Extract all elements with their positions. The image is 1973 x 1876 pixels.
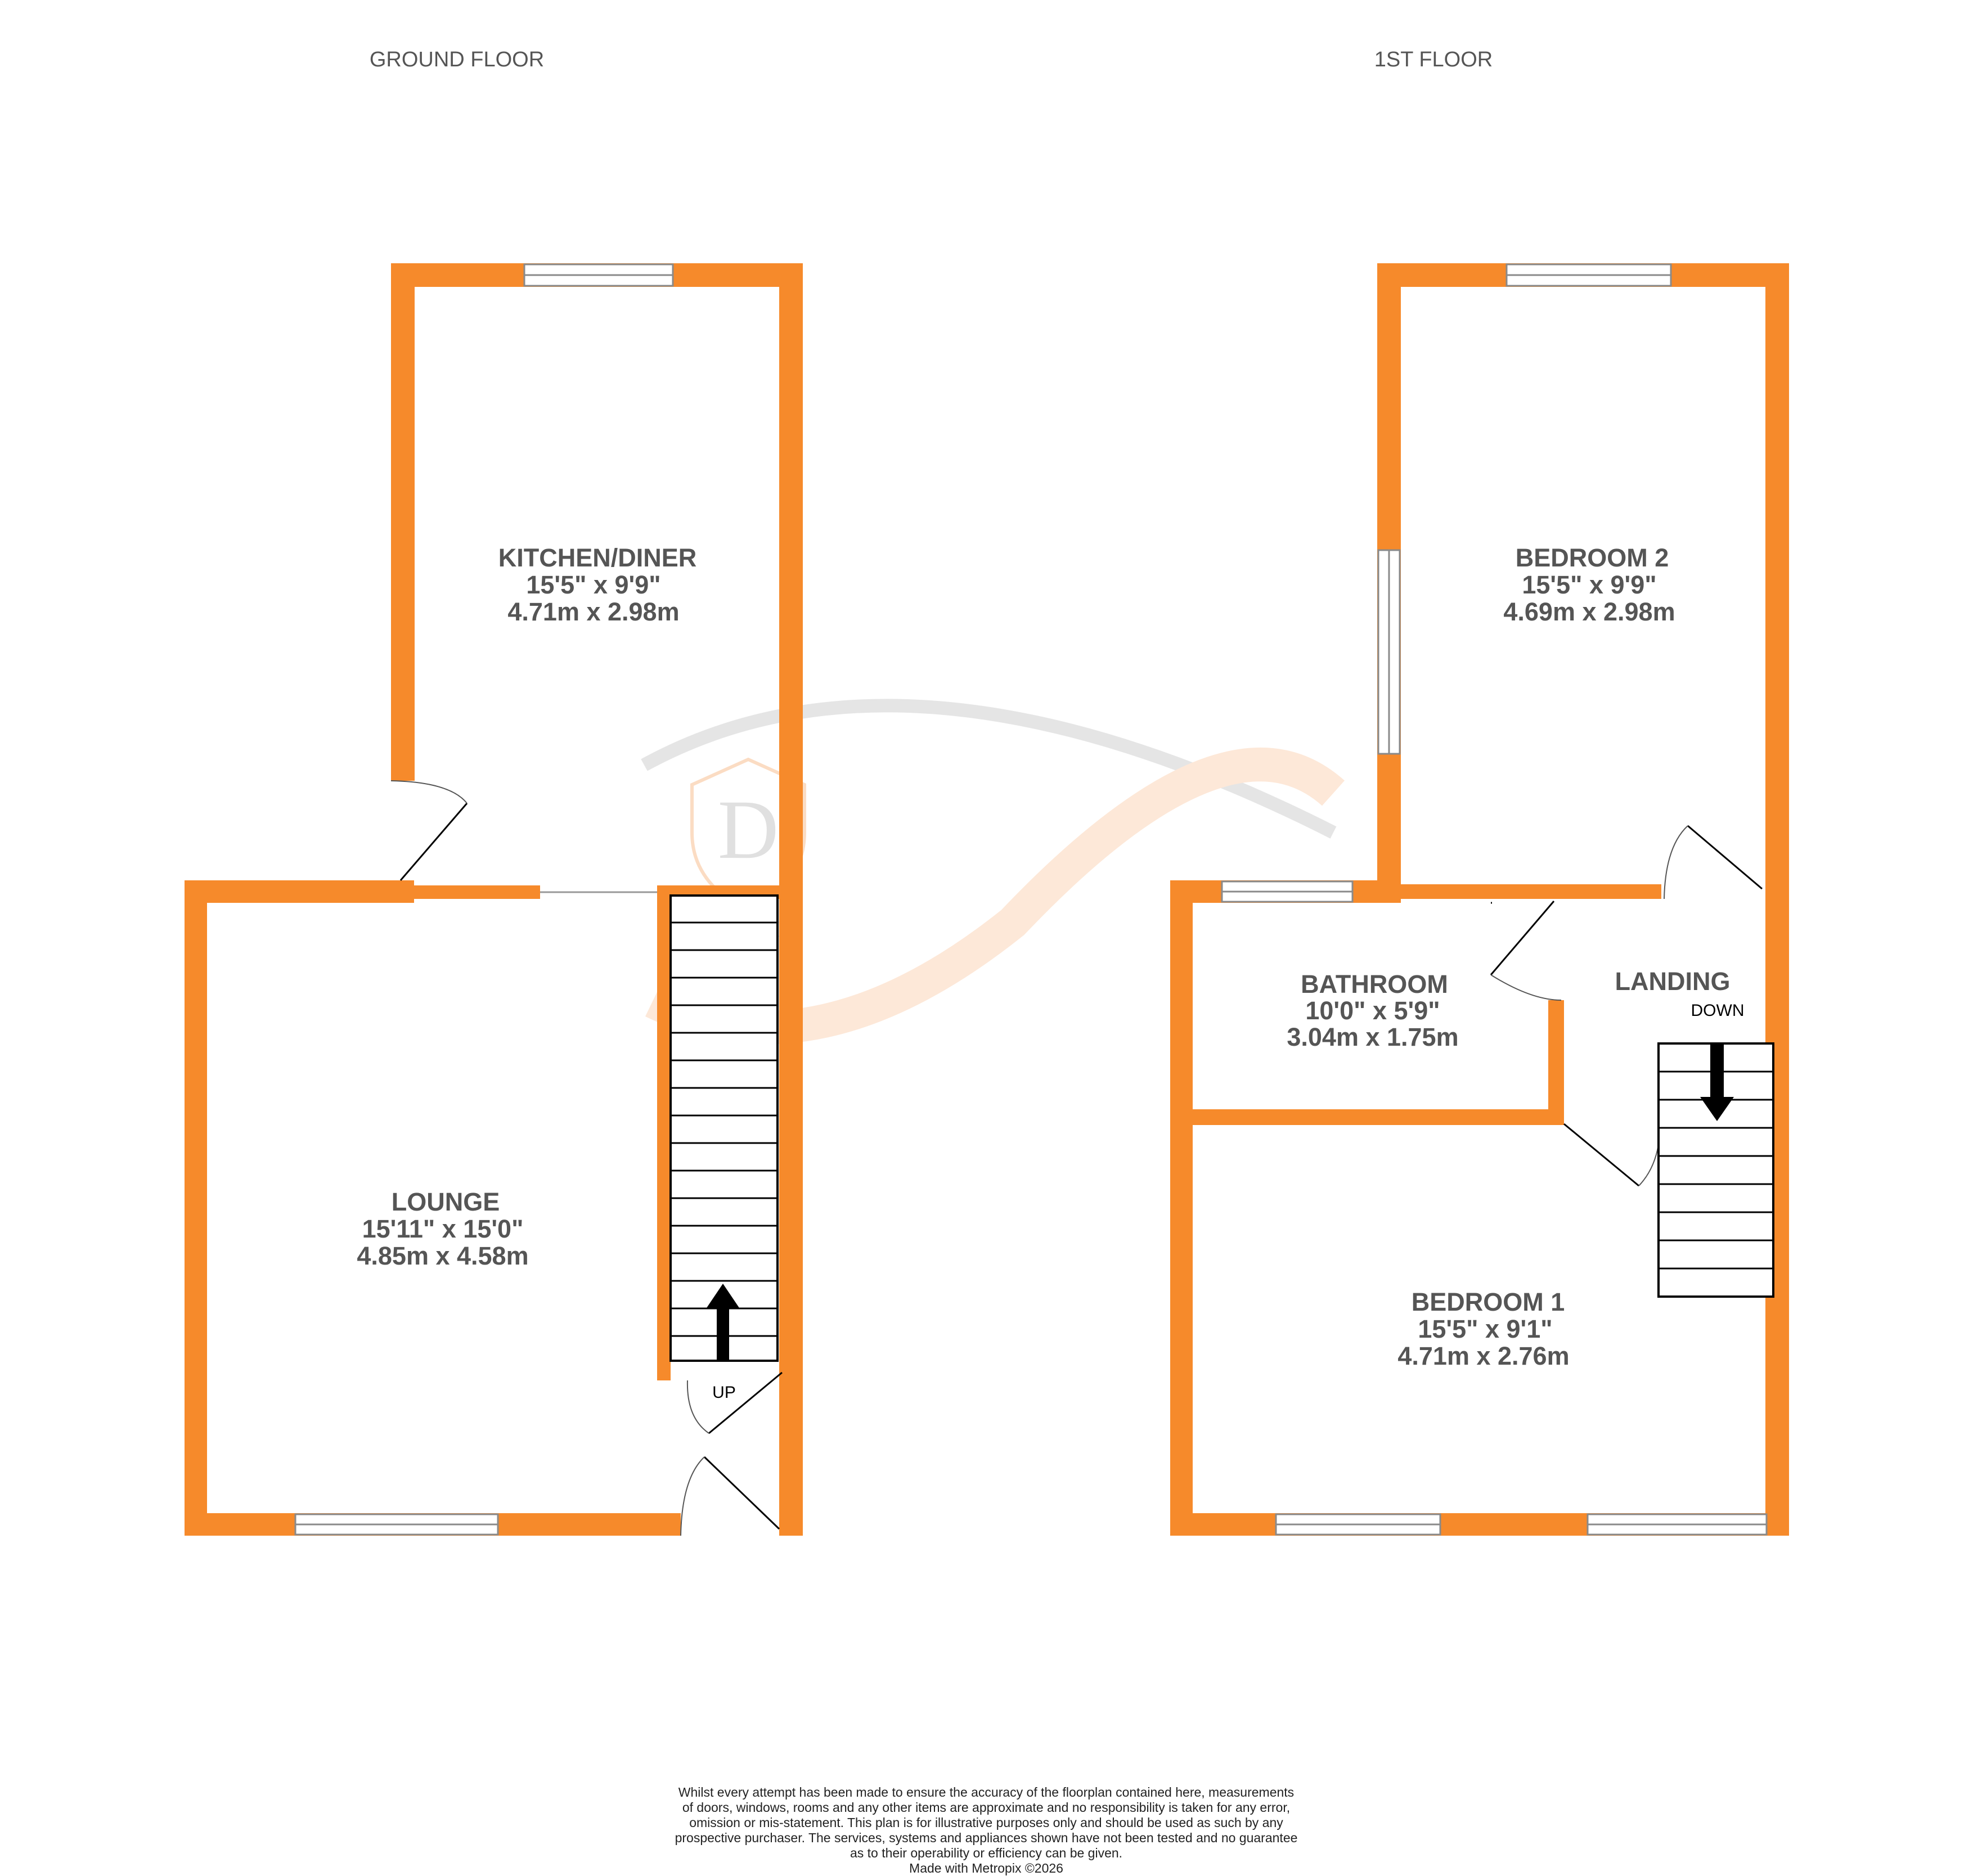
bedroom1-imperial: 15'5" x 9'1" xyxy=(1418,1315,1553,1343)
disclaimer-credit: Made with Metropix ©2026 xyxy=(909,1861,1063,1875)
front-door[interactable] xyxy=(681,1457,779,1536)
kitchen-window xyxy=(524,264,673,286)
first-stairs-label: DOWN xyxy=(1691,1001,1745,1020)
kitchen-left-wall xyxy=(391,263,415,781)
bathroom-left-wall xyxy=(1170,880,1193,1536)
bathroom-name: BATHROOM xyxy=(1301,970,1448,998)
bedroom1-door[interactable] xyxy=(1564,1124,1659,1186)
bedroom1-window-right xyxy=(1588,1514,1767,1535)
disclaimer-line: Whilst every attempt has been made to ensure the accuracy of the floorplan contained here, measurements xyxy=(678,1785,1295,1799)
watermark-initial: D xyxy=(717,783,779,876)
lounge-metric: 4.85m x 4.58m xyxy=(357,1241,529,1270)
disclaimer-line: prospective purchaser. The services, systems and appliances shown have not been tested and no guarantee xyxy=(675,1830,1298,1845)
kitchen-imperial: 15'5" x 9'9" xyxy=(526,570,661,599)
ground-floor-title: GROUND FLOOR xyxy=(369,48,545,71)
stair-enclosure-wall-left xyxy=(657,885,671,1380)
bedroom1-window-left xyxy=(1276,1514,1440,1535)
first-staircase[interactable] xyxy=(1659,1043,1773,1297)
lounge-top-wall-stub xyxy=(414,885,540,899)
lounge-left-wall xyxy=(185,880,207,1536)
bathroom-bottom-wall xyxy=(1193,1109,1564,1125)
first-floor-title: 1ST FLOOR xyxy=(1374,48,1493,71)
disclaimer xyxy=(621,1785,1352,1876)
lounge-window xyxy=(295,1514,498,1535)
bathroom-right-wall xyxy=(1548,1000,1564,1125)
bathroom-door[interactable] xyxy=(1491,901,1561,1000)
ground-right-wall xyxy=(779,263,803,1536)
disclaimer-line: omission or mis-statement. This plan is for illustrative purposes only and should be used as such by any xyxy=(689,1815,1283,1830)
bedroom2-door[interactable] xyxy=(1664,826,1762,899)
bathroom-window xyxy=(1222,881,1352,902)
landing-name: LANDING xyxy=(1615,967,1731,996)
bedroom1-metric: 4.71m x 2.76m xyxy=(1397,1342,1570,1370)
lounge-top-wall-left xyxy=(185,880,414,903)
first-floor xyxy=(1170,263,1789,1536)
bedroom1-name: BEDROOM 1 xyxy=(1411,1288,1565,1316)
ground-floor xyxy=(185,263,803,1536)
disclaimer-line: as to their operability or efficiency can be given. xyxy=(850,1846,1123,1860)
kitchen-side-door[interactable] xyxy=(391,781,467,880)
ground-stairs-label: UP xyxy=(712,1383,736,1402)
bathroom-metric: 3.04m x 1.75m xyxy=(1287,1023,1459,1051)
ground-staircase[interactable] xyxy=(671,896,777,1361)
bedroom2-side-window xyxy=(1378,550,1400,754)
bathroom-imperial: 10'0" x 5'9" xyxy=(1305,996,1440,1025)
bedroom2-metric: 4.69m x 2.98m xyxy=(1503,597,1675,626)
disclaimer-line: of doors, windows, rooms and any other items are approximate and no responsibility is taken for any error, xyxy=(682,1800,1291,1815)
lounge-imperial: 15'11" x 15'0" xyxy=(362,1214,524,1243)
stair-cupboard-door[interactable] xyxy=(687,1373,782,1433)
kitchen-name: KITCHEN/DINER xyxy=(498,543,697,572)
bedroom2-imperial: 15'5" x 9'9" xyxy=(1522,570,1657,599)
first-right-wall xyxy=(1765,263,1789,1536)
landing-top-wall xyxy=(1400,884,1661,899)
bedroom2-top-window xyxy=(1507,264,1671,286)
lounge-name: LOUNGE xyxy=(391,1187,500,1216)
bedroom2-name: BEDROOM 2 xyxy=(1515,543,1669,572)
kitchen-metric: 4.71m x 2.98m xyxy=(507,597,680,626)
